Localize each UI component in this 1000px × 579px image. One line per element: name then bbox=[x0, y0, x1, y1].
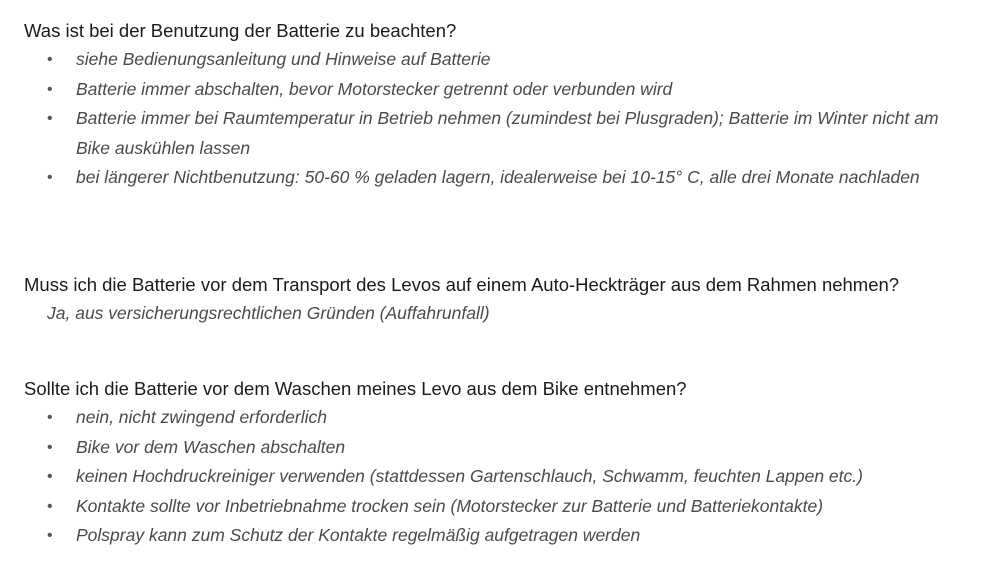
list-item bbox=[0, 163, 1000, 193]
list-item bbox=[0, 403, 1000, 433]
faq-answer: Ja, aus versicherungsrechtlichen Gründen (Auffahrunfall) bbox=[47, 303, 490, 323]
answer-list bbox=[0, 403, 1000, 551]
list-item-text: siehe Bedienungsanleitung und Hinweise auf Batterie bbox=[76, 49, 491, 69]
list-item bbox=[0, 492, 1000, 522]
list-item-text: Polspray kann zum Schutz der Kontakte regelmäßig aufgetragen werden bbox=[76, 525, 641, 545]
faq-question: Sollte ich die Batterie vor dem Waschen meines Levo aus dem Bike entnehmen? bbox=[24, 378, 687, 399]
faq-question: Muss ich die Batterie vor dem Transport des Levos auf einem Auto-Heckträger aus dem Rahmen nehmen? bbox=[24, 274, 900, 295]
faq-section-washing bbox=[0, 374, 1000, 551]
list-item-text: Batterie immer abschalten, bevor Motorstecker getrennt oder verbunden wird bbox=[76, 78, 673, 99]
list-item-text: Bike vor dem Waschen abschalten bbox=[76, 436, 346, 457]
list-item-text: nein, nicht zwingend erforderlich bbox=[76, 407, 327, 427]
faq-section-transport bbox=[0, 270, 1000, 329]
list-item bbox=[0, 433, 1000, 463]
list-item bbox=[0, 521, 1000, 551]
bullet-icon: • bbox=[47, 110, 53, 127]
list-item bbox=[0, 104, 1000, 163]
bullet-icon: • bbox=[47, 438, 53, 456]
list-item-text: bei längerer Nichtbenutzung: 50-60 % geladen lagern, idealerweise bei 10-15° C, alle drei Monate nachladen bbox=[76, 167, 920, 187]
list-item-text: Batterie immer bei Raumtemperatur in Betrieb nehmen (zumindest bei Plusgraden); Batterie im Winter nicht am Bike auskühlen lassen bbox=[76, 108, 939, 158]
list-item-text: keinen Hochdruckreiniger verwenden (stattdessen Gartenschlauch, Schwamm, feuchten Lappen etc.) bbox=[76, 466, 863, 486]
list-item bbox=[0, 45, 1000, 75]
bullet-icon: • bbox=[47, 527, 53, 544]
answer-list bbox=[0, 45, 1000, 193]
list-item bbox=[0, 462, 1000, 492]
bullet-icon: • bbox=[47, 409, 53, 426]
list-item bbox=[0, 75, 1000, 105]
faq-section-battery-usage bbox=[0, 16, 1000, 193]
bullet-icon: • bbox=[47, 51, 53, 68]
faq-question: Was ist bei der Benutzung der Batterie zu beachten? bbox=[24, 20, 457, 41]
bullet-icon: • bbox=[47, 497, 53, 515]
bullet-icon: • bbox=[47, 169, 53, 186]
bullet-icon: • bbox=[47, 468, 53, 485]
list-item-text: Kontakte sollte vor Inbetriebnahme trocken sein (Motorstecker zur Batterie und Batteriekontakte) bbox=[76, 495, 824, 516]
bullet-icon: • bbox=[47, 80, 53, 98]
